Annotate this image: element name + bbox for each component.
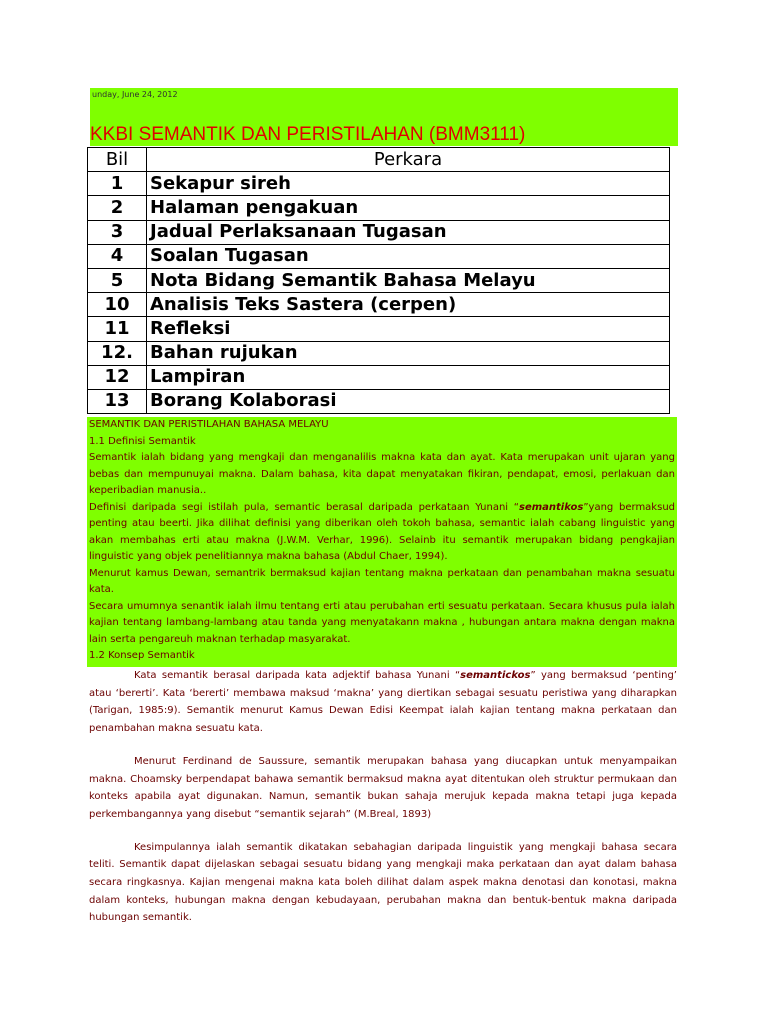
row-item: Refleksi — [147, 317, 670, 341]
paragraph-saussure: Menurut Ferdinand de Saussure, semantik merupakan bahasa yang diucapkan untuk menyampaikan makna. Choamsky berpendapat bahawa semantik bermaksud makna ayat ditentukan oleh struktur permukaan dan konteks apabila ayat digunakan. Namun, semantik bukan sahaja merujuk kepada makna tetapi juga kepada perkembangannya yang disebut “semantik sejarah” (M.Breal, 1893) — [89, 755, 677, 820]
table-row — [88, 365, 670, 389]
table-row — [88, 389, 670, 413]
paragraph-istilah-part1: Definisi daripada segi istilah pula, semantic berasal daripada perkataan Yunani “ — [89, 501, 519, 513]
table-row — [88, 244, 670, 268]
paragraph-istilah-part2: ”yang bermaksud penting atau beerti. Jika dilihat definisi yang diberikan oleh tokoh bahasa, semantic ialah cabang linguistic yang akan membahas erti atau makna (J.W.M. Verhar, 1996). Selainb itu semantik merupakan bidang pengkajian linguistic yang objek penelitiannya makna bahasa (Abdul Chaer, 1994). — [89, 501, 675, 562]
row-item: Sekapur sireh — [147, 172, 670, 196]
row-number: 12. — [88, 341, 147, 365]
paragraph-istilah — [87, 500, 677, 566]
row-item: Halaman pengakuan — [147, 196, 670, 220]
post-date: unday, June 24, 2012 — [92, 90, 178, 99]
body-text — [89, 667, 677, 942]
row-item: Nota Bidang Semantik Bahasa Melayu — [147, 268, 670, 292]
table-row — [88, 196, 670, 220]
notes-block — [87, 417, 677, 667]
subsection-heading-konsep: 1.2 Konsep Semantik — [89, 650, 195, 661]
paragraph-konsep — [89, 667, 677, 738]
section-heading: SEMANTIK DAN PERISTILAHAN BAHASA MELAYU — [89, 419, 329, 430]
column-header-bil: Bil — [88, 148, 147, 172]
row-number: 12 — [88, 365, 147, 389]
table-header-row — [88, 148, 670, 172]
table-row — [88, 220, 670, 244]
row-number: 11 — [88, 317, 147, 341]
table-row — [88, 172, 670, 196]
row-item: Analisis Teks Sastera (cerpen) — [147, 293, 670, 317]
contents-table — [87, 147, 670, 414]
row-number: 13 — [88, 389, 147, 413]
column-header-perkara: Perkara — [147, 148, 670, 172]
row-item: Soalan Tugasan — [147, 244, 670, 268]
table-row — [88, 317, 670, 341]
table-row — [88, 293, 670, 317]
table-row — [88, 268, 670, 292]
row-item: Borang Kolaborasi — [147, 389, 670, 413]
row-item: Bahan rujukan — [147, 341, 670, 365]
row-item: Jadual Perlaksanaan Tugasan — [147, 220, 670, 244]
row-number: 5 — [88, 268, 147, 292]
paragraph-kesimpulan: Kesimpulannya ialah semantik dikatakan sebahagian daripada linguistik yang mengkaji bahasa secara teliti. Semantik dapat dijelaskan sebagai sesuatu bidang yang mengkaji maka perkataan dan ayat dalam bahasa secara ringkasnya. Kajian mengenai makna kata boleh dilihat dalam aspek makna denotasi dan konotasi, makna dalam konteks, hubungan makna dengan kebudayaan, perubahan makna dan bentuk-bentuk makna daripada hubungan semantik. — [89, 841, 677, 924]
row-number: 10 — [88, 293, 147, 317]
paragraph-kamus-dewan: Menurut kamus Dewan, semantrik bermaksud kajian tentang makna perkataan dan penambahan makna sesuatu kata. — [89, 567, 675, 595]
header-block — [90, 88, 678, 146]
paragraph-umumnya: Secara umumnya senantik ialah ilmu tentang erti atau perubahan erti sesuatu perkataan. Secara khusus pula ialah kajian tentang lambang-lambang atau tanda yang menyatakann makna , hubungan antara makna dengan makna lain serta pengareuh maknan terhadap masyarakat. — [89, 600, 675, 645]
row-item: Lampiran — [147, 365, 670, 389]
paragraph-konsep-part1: Kata semantik berasal daripada kata adjektif bahasa Yunani “ — [134, 670, 461, 681]
paragraph-konsep-part2: ” yang bermaksud ‘penting’ atau ‘bererti’. Kata ‘bererti’ membawa maksud ‘makna’ yang diertikan sebagai sesuatu peristiwa yang diharapkan (Tarigan, 1985:9). Semantik menurut Kamus Dewan Edisi Keempat ialah kajian tentang makna perkataan dan penambahan makna sesuatu kata. — [89, 670, 677, 735]
document-title: KKBI SEMANTIK DAN PERISTILAHAN (BMM3111) — [90, 124, 526, 145]
term-semantickos: semantickos — [460, 670, 531, 681]
row-number: 1 — [88, 172, 147, 196]
subsection-heading-definisi: 1.1 Definisi Semantik — [89, 435, 196, 447]
paragraph-definition: Semantik ialah bidang yang mengkaji dan menganalilis makna kata dan ayat. Kata merupakan unit ujaran yang bebas dan mempunuyai makna. Dalam bahasa, kita dapat menyatakan fikiran, pendapat, emosi, perlakuan dan keperibadian manusia.. — [89, 452, 675, 496]
term-semantikos: semantikos — [519, 501, 584, 513]
row-number: 4 — [88, 244, 147, 268]
row-number: 2 — [88, 196, 147, 220]
table-row — [88, 341, 670, 365]
row-number: 3 — [88, 220, 147, 244]
